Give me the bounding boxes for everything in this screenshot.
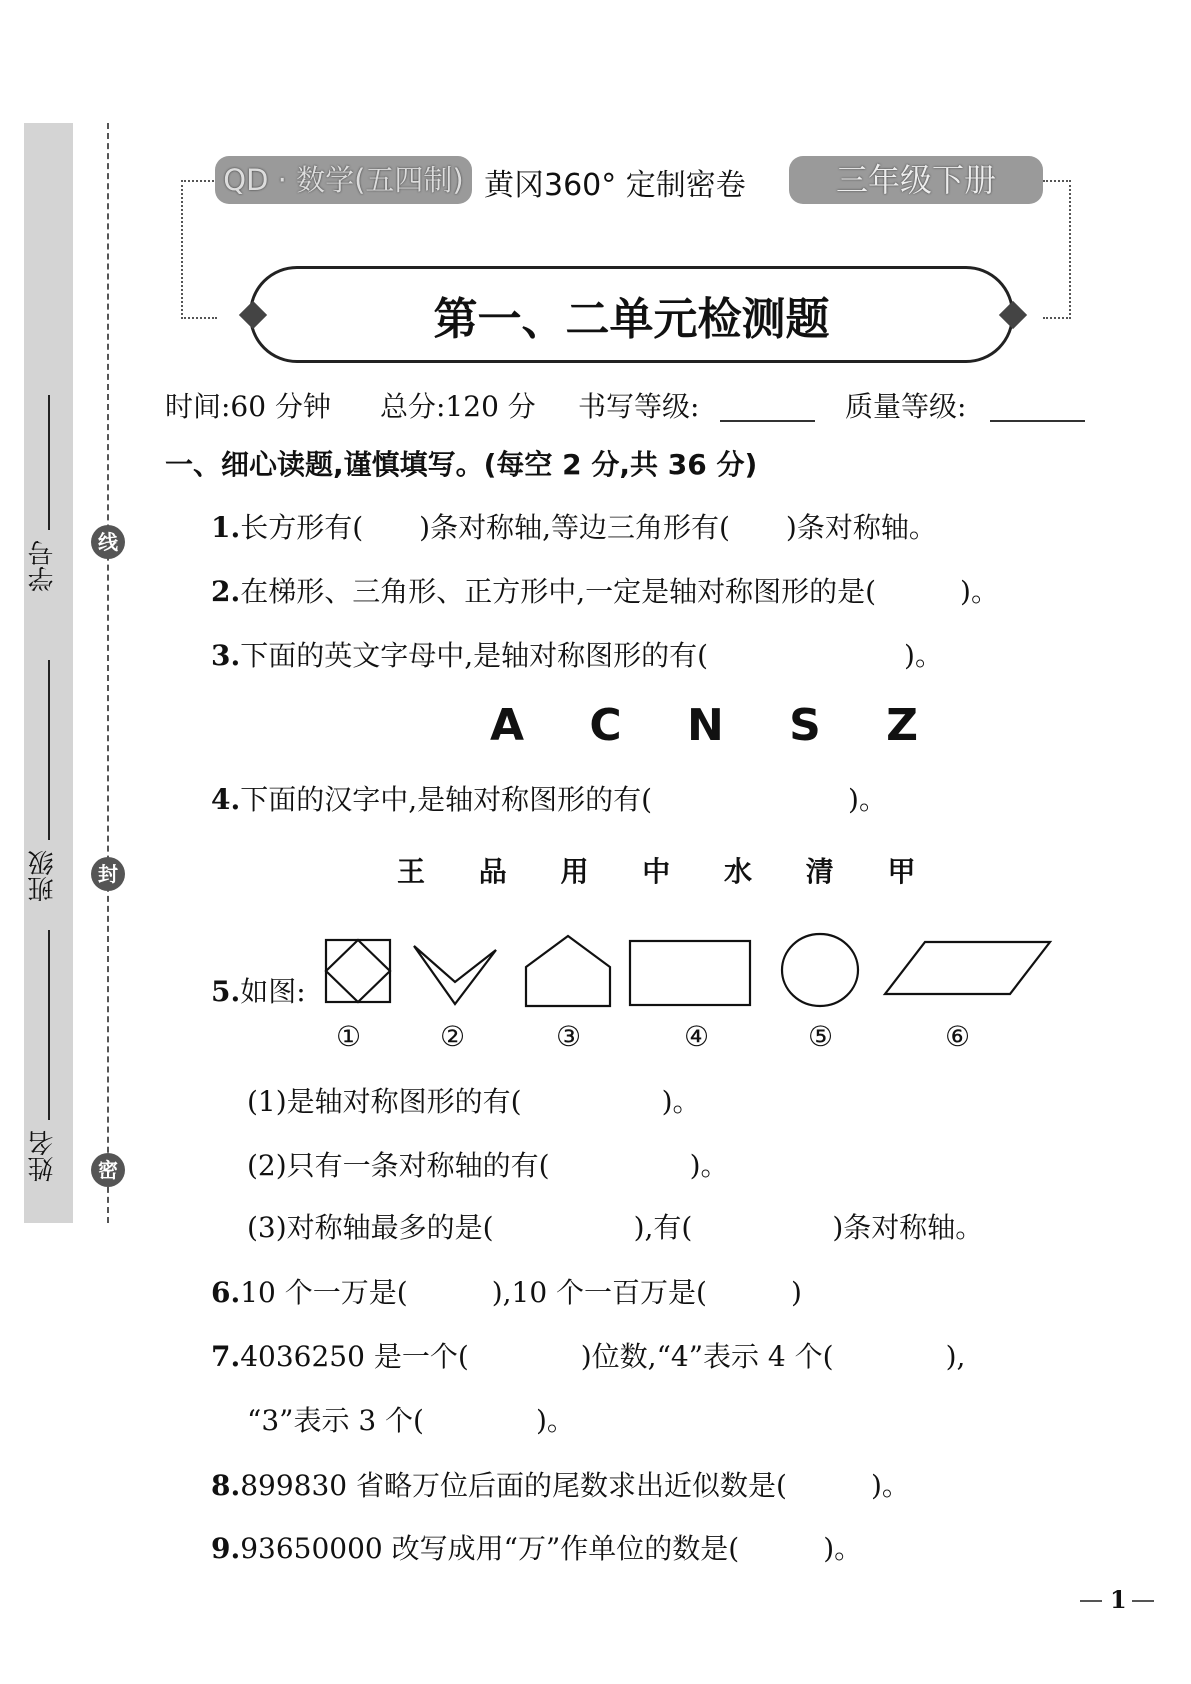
question-8 bbox=[211, 1464, 910, 1504]
quality-grade-label: 质量等级: bbox=[845, 390, 967, 423]
question-text: 下面的英文字母中,是轴对称图形的有( )。 bbox=[240, 639, 943, 672]
question-5-part-3: (3)对称轴最多的是( ),有( )条对称轴。 bbox=[247, 1211, 984, 1244]
question-5 bbox=[211, 970, 306, 1010]
page-number-rule-right bbox=[1132, 1600, 1154, 1602]
subject-badge: QD · 数学(五四制) bbox=[215, 156, 472, 204]
figure-label-4: ④ bbox=[684, 1020, 710, 1053]
question-text: 93650000 改写成用“万”作单位的数是( )。 bbox=[240, 1532, 863, 1565]
seal-feng: 封 bbox=[91, 857, 125, 891]
question-text: 899830 省略万位后面的尾数求出近似数是( )。 bbox=[240, 1469, 910, 1502]
writing-grade-blank[interactable] bbox=[720, 420, 815, 422]
cut-line bbox=[107, 123, 109, 1223]
figure-label-6: ⑥ bbox=[945, 1020, 971, 1053]
question-number: 5. bbox=[211, 975, 241, 1008]
question-number: 3. bbox=[211, 639, 241, 672]
figure-label-1: ① bbox=[336, 1020, 362, 1053]
section-heading: 一、细心读题,谨慎填写。(每空 2 分,共 36 分) bbox=[165, 448, 758, 481]
page-number: 1 bbox=[1110, 1585, 1127, 1614]
shape-3-pentagon bbox=[526, 936, 610, 1006]
question-text: 下面的汉字中,是轴对称图形的有( )。 bbox=[240, 783, 887, 816]
grade-badge: 三年级下册 bbox=[789, 156, 1043, 204]
question-2 bbox=[211, 570, 999, 610]
name-label: 姓名 bbox=[28, 1130, 58, 1182]
figure-label-3: ③ bbox=[556, 1020, 582, 1053]
shape-5-circle bbox=[782, 934, 858, 1006]
question-6 bbox=[211, 1271, 802, 1311]
question-7 bbox=[211, 1335, 965, 1375]
question-5-part-1: (1)是轴对称图形的有( )。 bbox=[247, 1085, 701, 1118]
connector-right bbox=[1043, 180, 1071, 319]
question-5-part-2: (2)只有一条对称轴的有( )。 bbox=[247, 1149, 729, 1182]
student-id-label: 学号 bbox=[28, 540, 58, 592]
shape-1-square-with-rhombus bbox=[326, 940, 390, 1002]
question-text: 在梯形、三角形、正方形中,一定是轴对称图形的是( )。 bbox=[240, 575, 999, 608]
question-7-continued: “3”表示 3 个( )。 bbox=[247, 1404, 575, 1437]
page-title: 第一、二单元检测题 bbox=[433, 294, 830, 345]
question-9 bbox=[211, 1527, 862, 1567]
question-1 bbox=[211, 506, 937, 546]
question-number: 6. bbox=[211, 1276, 241, 1309]
question-number: 2. bbox=[211, 575, 241, 608]
character-options: 王 品 用 中 水 清 甲 bbox=[397, 855, 916, 888]
question-number: 1. bbox=[211, 511, 241, 544]
question-text: 4036250 是一个( )位数,“4”表示 4 个( ), bbox=[240, 1340, 966, 1373]
shape-4-rectangle bbox=[630, 941, 750, 1005]
shape-2-chevron bbox=[414, 946, 496, 1004]
brand-text: 黄冈360° 定制密卷 bbox=[484, 168, 746, 203]
class-blank[interactable] bbox=[48, 660, 50, 840]
connector-left bbox=[181, 180, 217, 319]
question-3 bbox=[211, 634, 943, 674]
seal-xian: 线 bbox=[91, 525, 125, 559]
question-4 bbox=[211, 778, 887, 818]
quality-grade-blank[interactable] bbox=[990, 420, 1085, 422]
name-blank[interactable] bbox=[48, 930, 50, 1120]
page-number-rule-left bbox=[1080, 1600, 1102, 1602]
question-number: 9. bbox=[211, 1532, 241, 1565]
figure-shapes bbox=[320, 932, 1060, 1012]
question-number: 4. bbox=[211, 783, 241, 816]
question-number: 7. bbox=[211, 1340, 241, 1373]
question-text: 如图: bbox=[240, 975, 306, 1008]
writing-grade-label: 书写等级: bbox=[578, 390, 700, 423]
question-text: 10 个一万是( ),10 个一百万是( ) bbox=[240, 1276, 802, 1309]
figure-label-2: ② bbox=[440, 1020, 466, 1053]
question-text: 长方形有( )条对称轴,等边三角形有( )条对称轴。 bbox=[240, 511, 937, 544]
total-info: 总分:120 分 bbox=[380, 390, 536, 423]
shape-6-parallelogram bbox=[885, 942, 1050, 994]
seal-mi: 密 bbox=[91, 1153, 125, 1187]
figure-label-5: ⑤ bbox=[808, 1020, 834, 1053]
question-number: 8. bbox=[211, 1469, 241, 1502]
letter-options: A C N S Z bbox=[490, 700, 919, 751]
time-info: 时间:60 分钟 bbox=[165, 390, 331, 423]
class-label: 班级 bbox=[28, 850, 58, 902]
student-id-blank[interactable] bbox=[48, 395, 50, 530]
